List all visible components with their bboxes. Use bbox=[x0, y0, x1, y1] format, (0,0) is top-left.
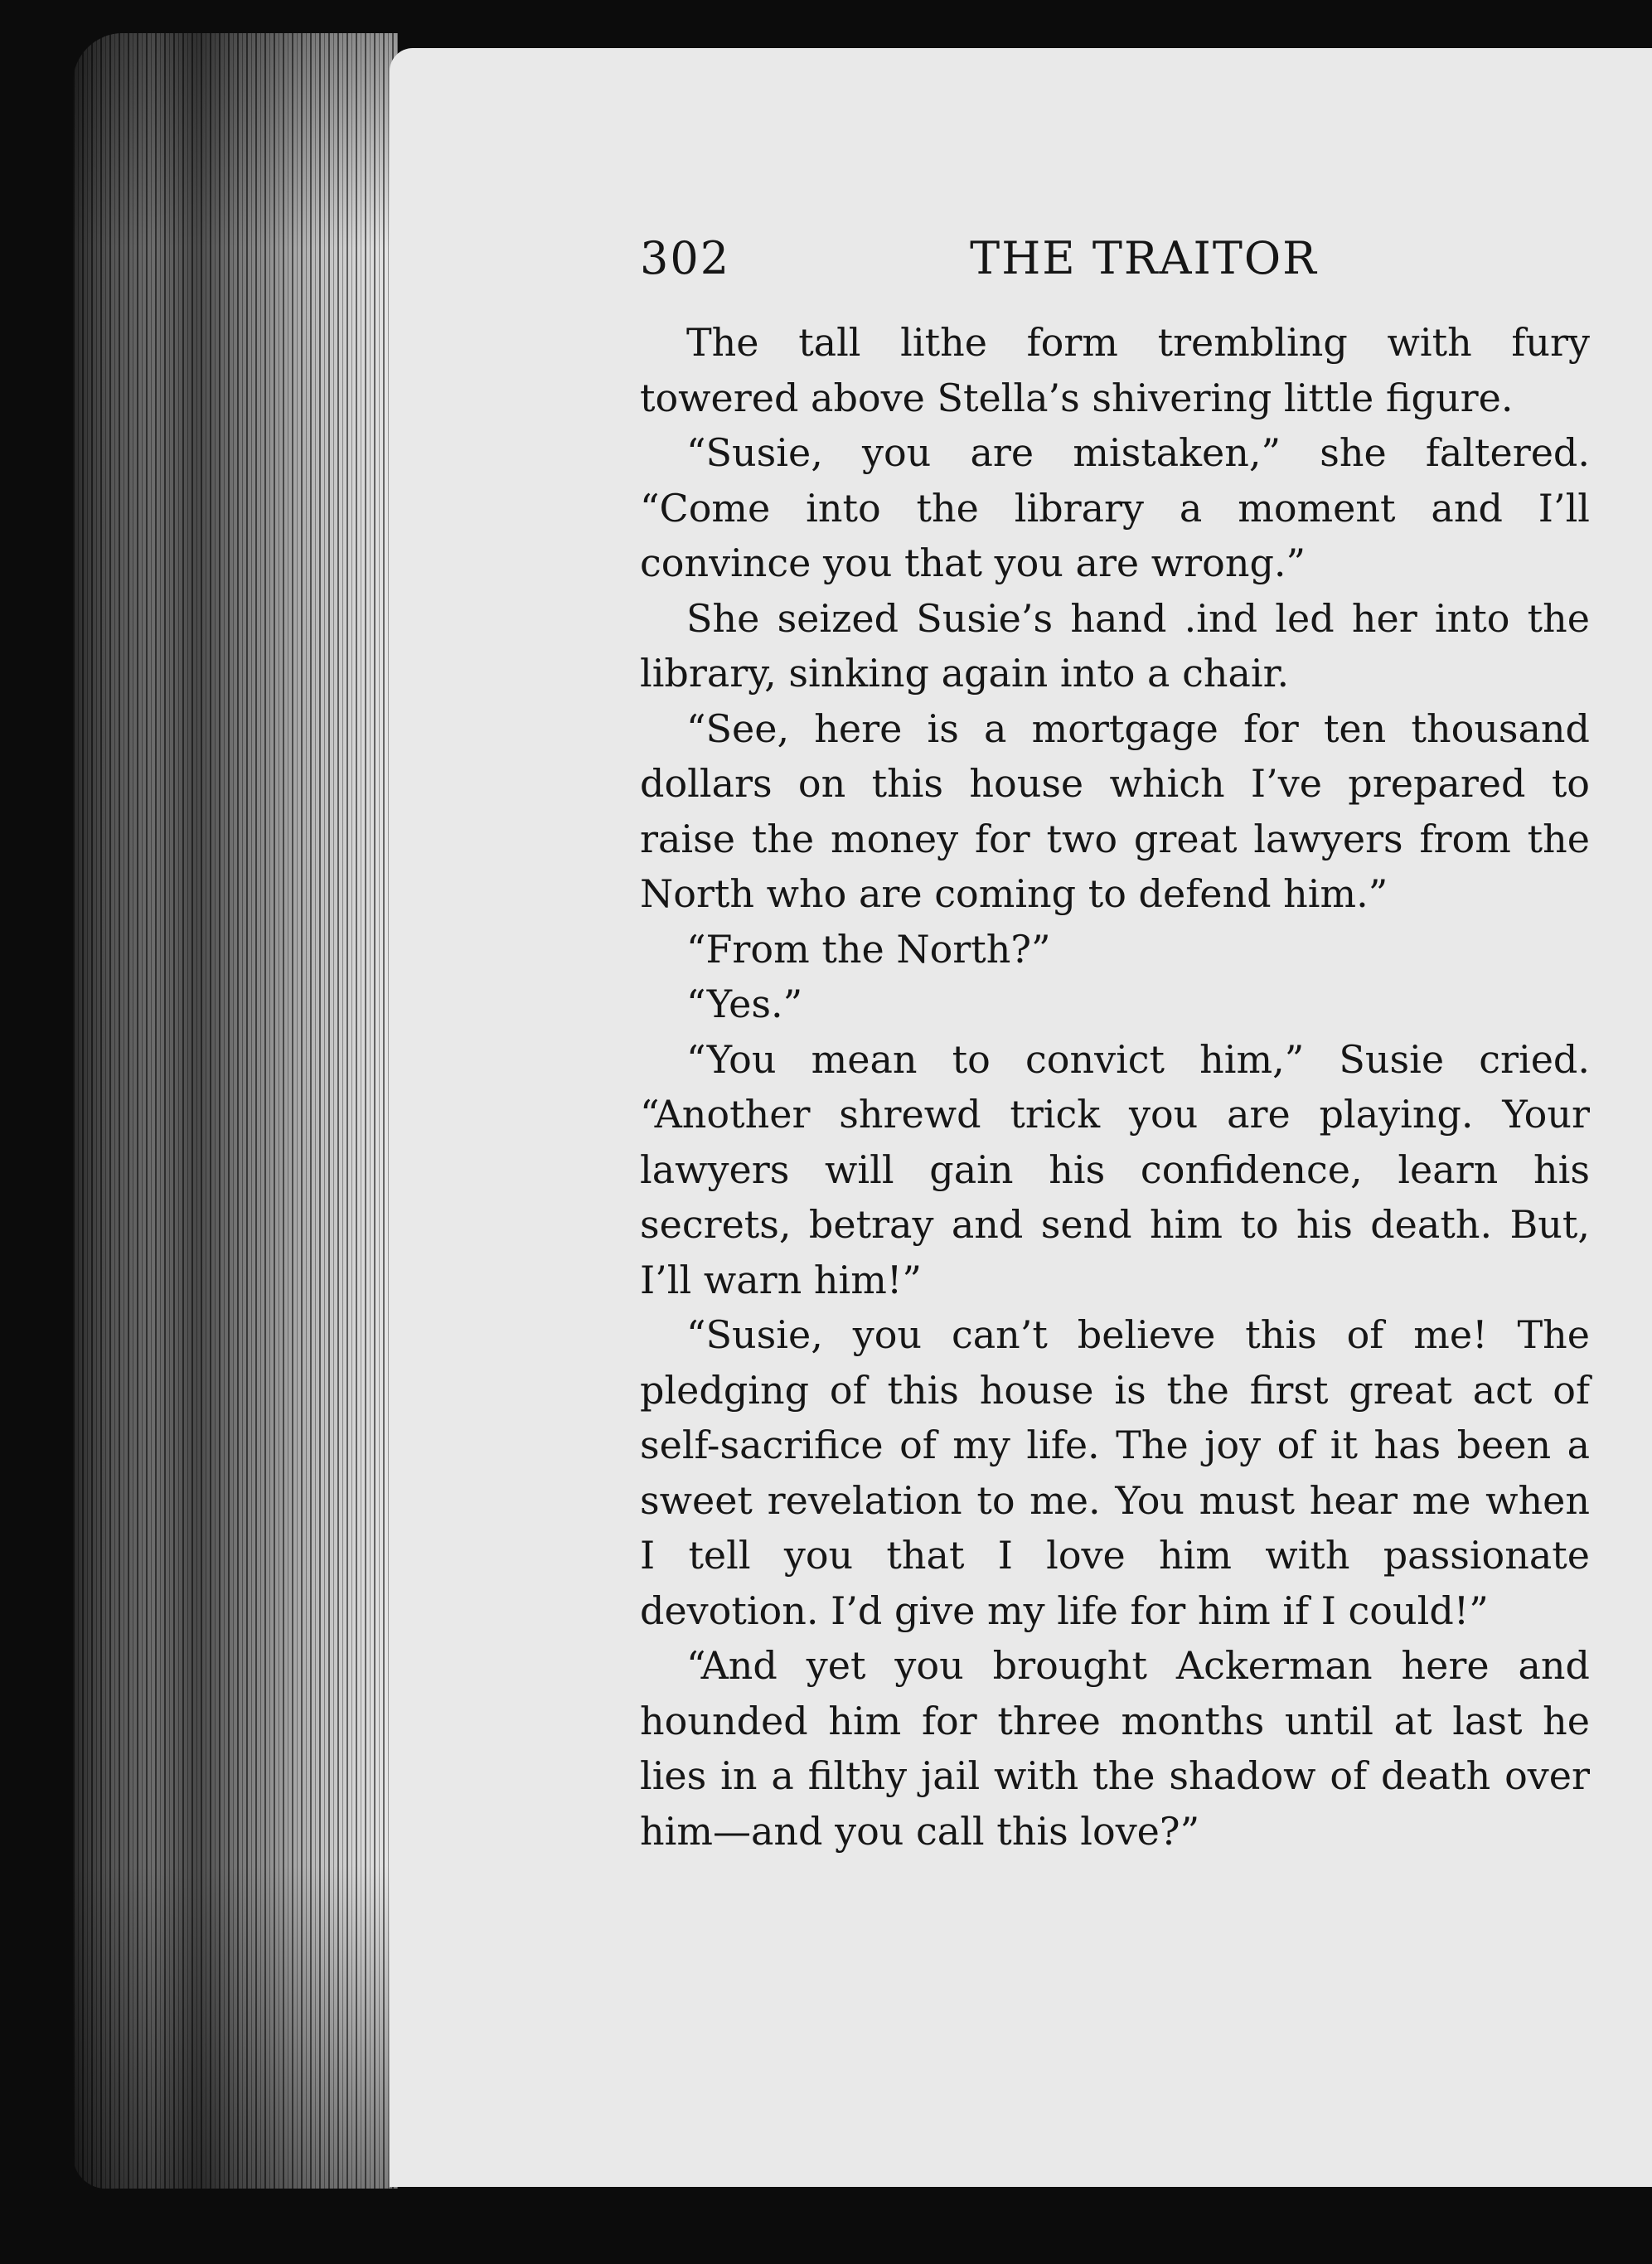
body-text bbox=[640, 315, 1590, 1859]
page-number: 302 bbox=[640, 232, 731, 284]
paragraph: “Susie, you can’t believe this of me! The pledging of this house is the first great act of self-sacrifice of my life. The joy of it has been a sweet revelation to me. You must hear me when I tell you that I love him with passionate devotion. I’d give my life for him if I could!” bbox=[640, 1312, 1590, 1633]
paragraph: “Yes.” bbox=[686, 982, 803, 1026]
page-edge-shadow bbox=[73, 33, 398, 2189]
paragraph: “And yet you brought Ackerman here and hounded him for three months until at last he lies in a filthy jail with the shadow of death over him—and you call this love?” bbox=[640, 1643, 1590, 1854]
paragraph: “See, here is a mortgage for ten thousand dollars on this house which I’ve prepared to raise the money for two great lawyers from the North who are coming to defend him.” bbox=[640, 705, 1590, 916]
paragraph: The tall lithe form trembling with fury towered above Stella’s shivering little figure. bbox=[640, 320, 1590, 420]
paragraph: “From the North?” bbox=[686, 926, 1051, 972]
running-title: THE TRAITOR bbox=[970, 232, 1318, 284]
paragraph: “You mean to convict him,” Susie cried. “Another shrewd trick you are playing. Your lawyers will gain his confidence, learn his secrets, betray and send him to his death. But, I’ll warn him!” bbox=[640, 1036, 1590, 1302]
running-head bbox=[640, 232, 1590, 290]
book-page bbox=[390, 48, 1652, 2187]
paragraph: “Susie, you are mistaken,” she faltered. “Come into the library a moment and I’ll convince you that you are wrong.” bbox=[640, 430, 1590, 585]
paragraph: She seized Susie’s hand .ind led her into the library, sinking again into a chair. bbox=[640, 595, 1590, 696]
page-content bbox=[640, 232, 1590, 1859]
